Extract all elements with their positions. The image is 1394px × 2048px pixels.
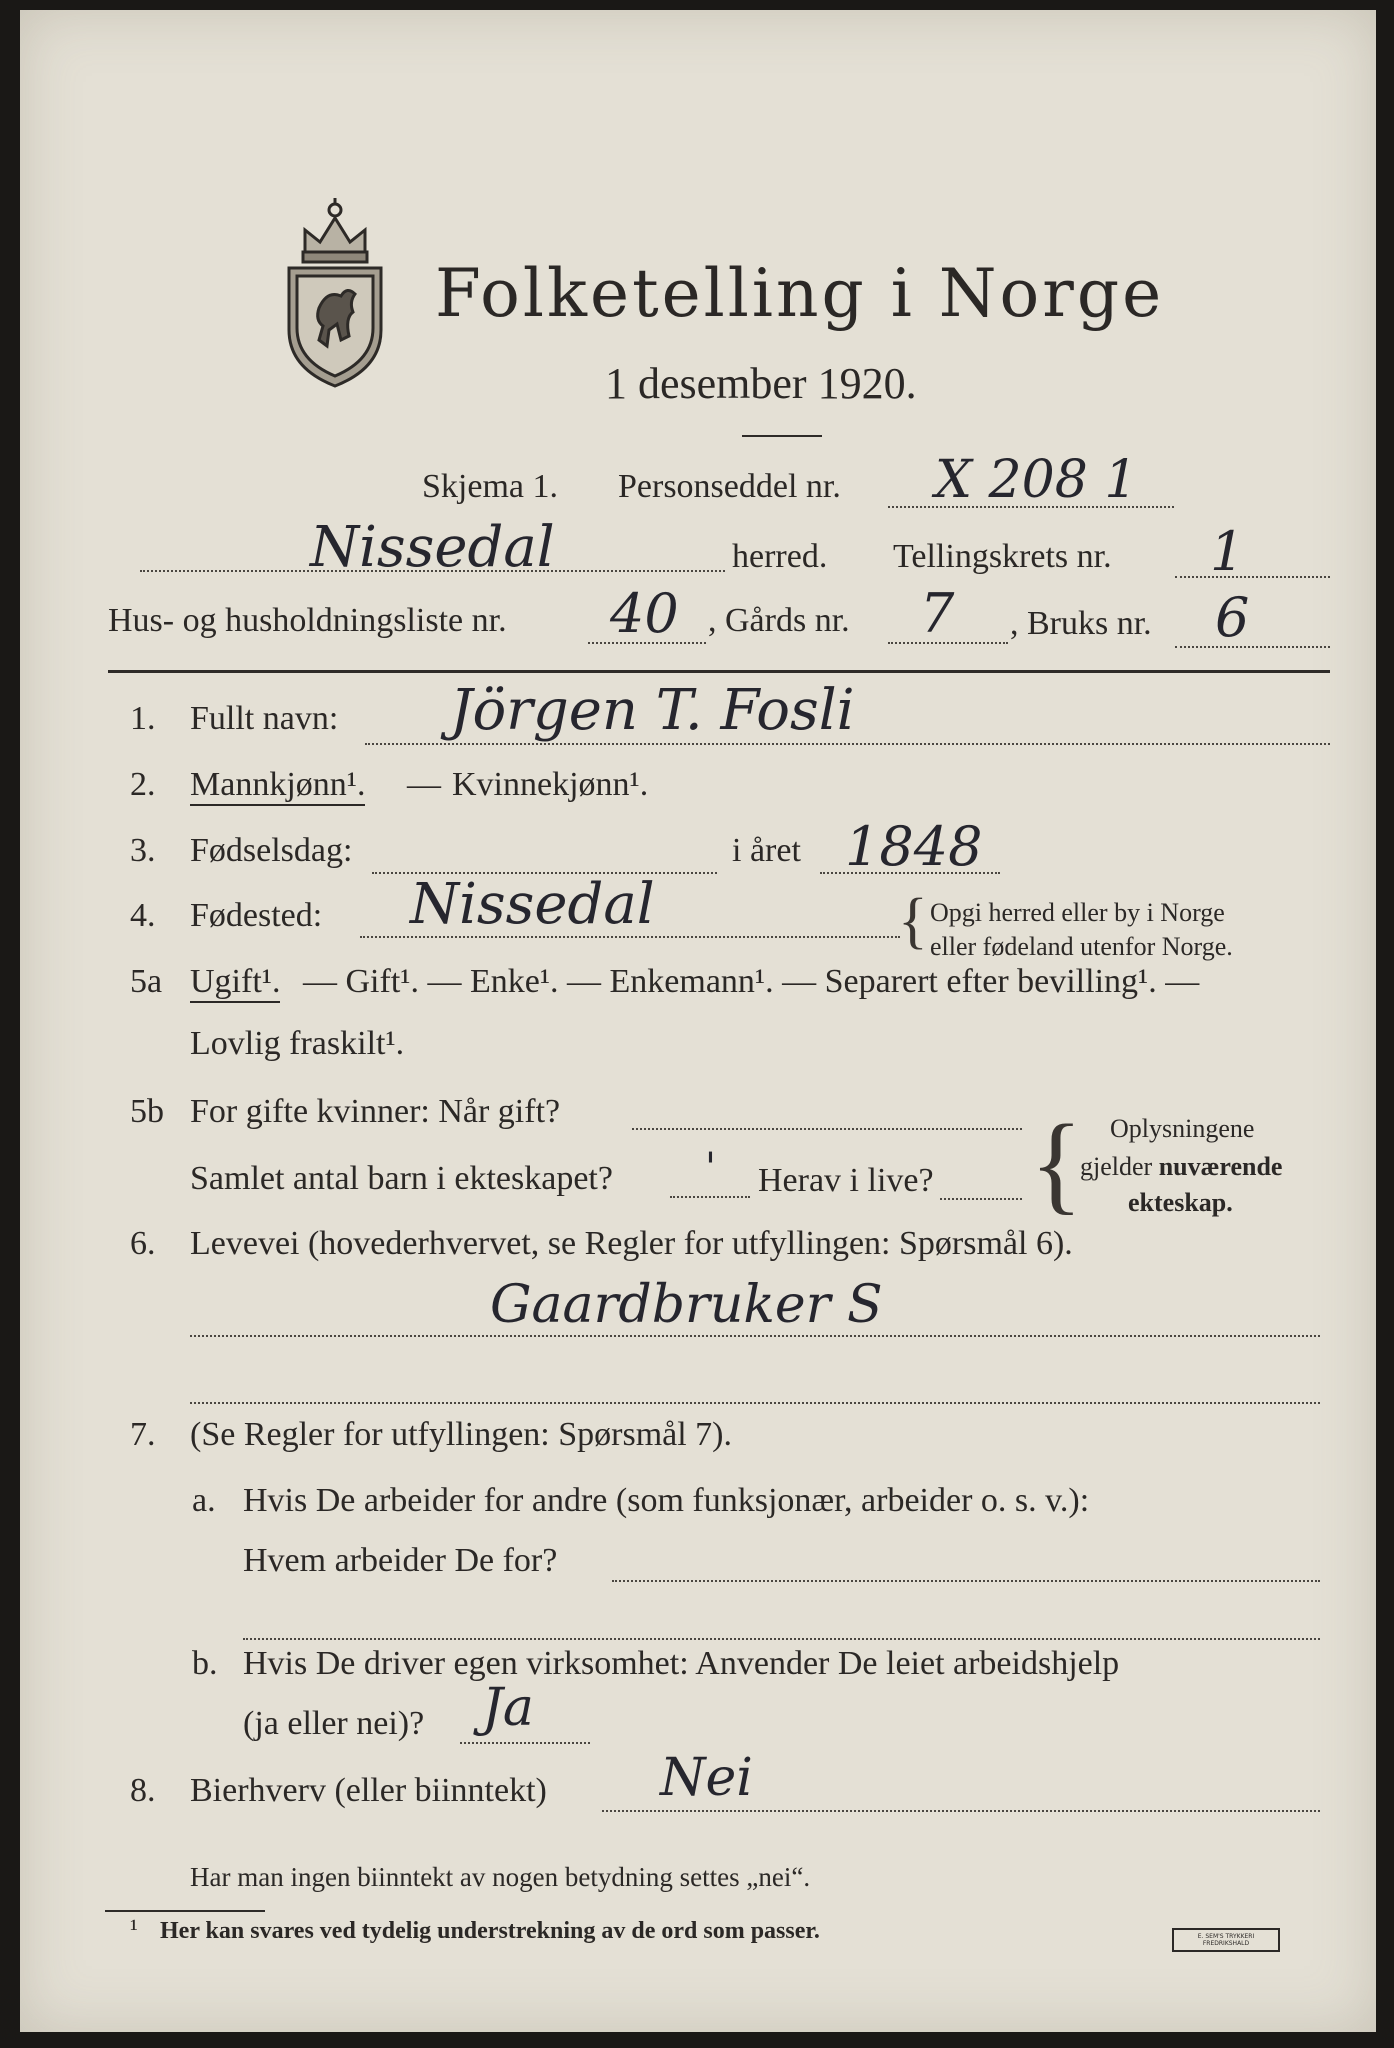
q5b-number: 5b <box>130 1093 164 1130</box>
q2-kvinne: Kvinnekjønn¹. <box>452 766 649 803</box>
printer-stamp-text: E. SEM'S TRYKKERI FREDRIKSHALD <box>1197 1933 1255 1947</box>
q5b-note-line1: Oplysningene <box>1110 1114 1255 1143</box>
census-date: 1 desember 1920. <box>605 359 917 408</box>
q7-number: 7. <box>130 1416 156 1453</box>
q7-label: (Se Regler for utfyllingen: Spørsmål 7). <box>190 1416 733 1453</box>
footer-note: Har man ingen biinntekt av nogen betydning settes „nei“. <box>190 1862 811 1892</box>
footnote-mark: ¹ <box>130 1914 138 1943</box>
q2-mann: Mannkjønn¹. <box>190 766 365 806</box>
q8-value: Nei <box>660 1748 753 1808</box>
tellingskrets-label: Tellingskrets nr. <box>893 538 1112 575</box>
q3-year-label: i året <box>732 832 801 869</box>
bruks-line <box>1175 646 1330 648</box>
q8-number: 8. <box>130 1772 156 1809</box>
q4-brace: { <box>898 887 928 955</box>
q1-label: Fullt navn: <box>190 700 339 737</box>
q7a-line1: Hvis De arbeider for andre (som funksjonær, arbeider o. s. v.): <box>243 1482 1090 1519</box>
schema-label: Skjema 1. <box>422 468 558 505</box>
q6-label: Levevei (hovederhvervet, se Regler for utfyllingen: Spørsmål 6). <box>190 1225 1073 1262</box>
bruks-value: 6 <box>1215 586 1250 649</box>
q4-note-line2: eller fødeland utenfor Norge. <box>930 932 1233 961</box>
q5a-line2: Lovlig fraskilt¹. <box>190 1025 405 1062</box>
q3-label: Fødselsdag: <box>190 832 353 869</box>
q5b-brace: { <box>1030 1102 1083 1224</box>
q5b-note-line3: ekteskap. <box>1128 1188 1233 1217</box>
q5a-number: 5a <box>130 963 163 1000</box>
q5b-line1: For gifte kvinner: Når gift? <box>190 1093 561 1130</box>
herred-label: herred. <box>732 538 828 575</box>
q7b-line1: Hvis De driver egen virksomhet: Anvender De leiet arbeidshjelp <box>243 1645 1120 1682</box>
liste-value: 40 <box>610 582 679 645</box>
q8-line <box>602 1810 1320 1812</box>
q6-value: Gaardbruker S <box>490 1275 883 1335</box>
q8-label: Bierhverv (eller biinntekt) <box>190 1772 547 1809</box>
q6-number: 6. <box>130 1225 156 1262</box>
q6-line1 <box>190 1335 1320 1337</box>
coat-of-arms-icon <box>275 190 395 390</box>
q7a-line2-dots <box>612 1580 1320 1582</box>
footnote-text: Her kan svares ved tydelig understrekning av de ord som passer. <box>160 1918 820 1944</box>
q7b-letter: b. <box>192 1645 218 1682</box>
q5b-line2a: Samlet antal barn i ekteskapet? <box>190 1160 613 1197</box>
tellingskrets-value: 1 <box>1210 520 1245 583</box>
q5b-alive-dots <box>940 1198 1022 1200</box>
census-form-sheet <box>20 10 1376 2032</box>
header-divider <box>108 670 1330 673</box>
q7a-line2: Hvem arbeider De for? <box>243 1542 558 1579</box>
personseddel-label: Personseddel nr. <box>618 468 841 505</box>
q5b-line1-dots <box>632 1128 1022 1130</box>
q3-year-value: 1848 <box>845 815 983 878</box>
q4-value: Nissedal <box>410 872 655 937</box>
footnote-divider <box>105 1910 265 1912</box>
q4-number: 4. <box>130 897 156 934</box>
title-divider <box>742 435 822 437</box>
personseddel-value: X 208 1 <box>935 450 1138 510</box>
q7b-line2-dots <box>460 1742 590 1744</box>
q7a-letter: a. <box>192 1482 216 1519</box>
q1-line <box>365 743 1330 745</box>
q5b-children-dots <box>670 1196 750 1198</box>
bruks-label: , Bruks nr. <box>1010 605 1152 642</box>
q2-number: 2. <box>130 766 156 803</box>
q5a-options: — Gift¹. — Enke¹. — Enkemann¹. — Separert efter bevilling¹. — <box>303 963 1200 1000</box>
gards-label: , Gårds nr. <box>708 602 850 639</box>
q5b-note-line2: gjelder nuværende <box>1080 1152 1283 1181</box>
form-title: Folketelling i Norge <box>435 255 1165 332</box>
q4-label: Fødested: <box>190 897 323 934</box>
gards-value: 7 <box>920 582 955 645</box>
q5a-ugift: Ugift¹. <box>190 963 280 1003</box>
q3-number: 3. <box>130 832 156 869</box>
q5b-children-value: ' <box>705 1145 716 1191</box>
q7b-value: Ja <box>482 1678 534 1738</box>
q5b-line2b: Herav i live? <box>758 1162 934 1199</box>
q7b-line2: (ja eller nei)? <box>243 1705 425 1742</box>
q1-number: 1. <box>130 700 156 737</box>
q2-separator: — <box>407 766 441 803</box>
q6-line2 <box>190 1402 1320 1404</box>
herred-value: Nissedal <box>310 515 555 580</box>
q4-note-line1: Opgi herred eller by i Norge <box>930 898 1225 927</box>
q1-value: Jörgen T. Fosli <box>450 678 855 743</box>
q7a-line3-dots <box>243 1638 1320 1640</box>
tellingskrets-line <box>1175 576 1330 578</box>
liste-label: Hus- og husholdningsliste nr. <box>108 602 507 639</box>
